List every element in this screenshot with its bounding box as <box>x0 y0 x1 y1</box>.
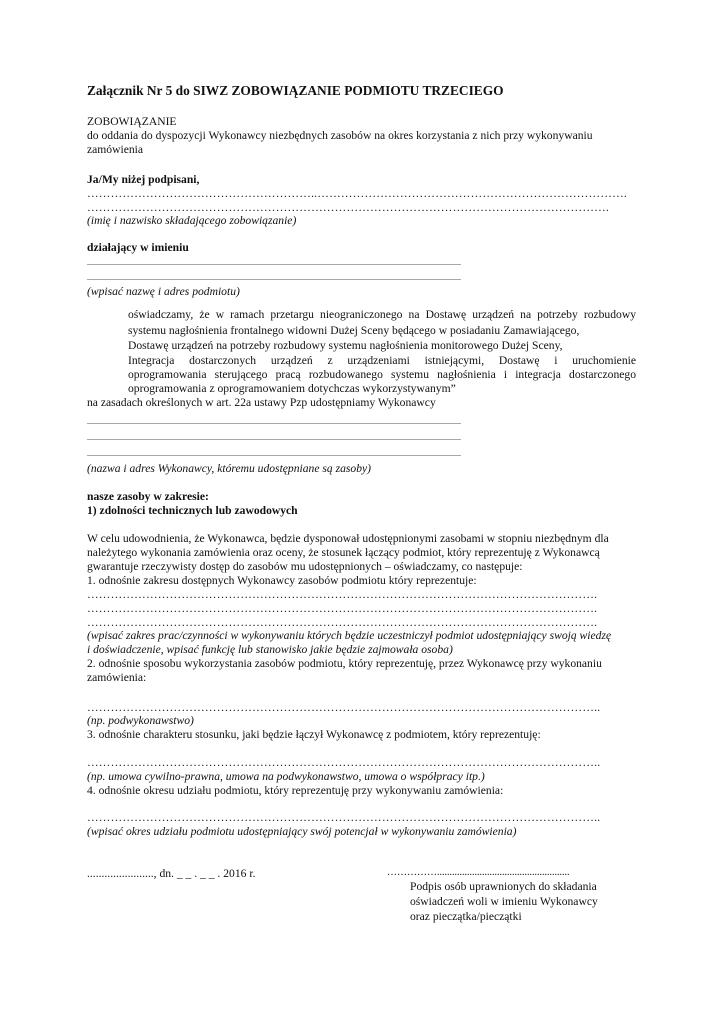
entity-fill-line-2[interactable]: ........................................................................................................................................................................................... <box>87 273 461 282</box>
signature-fill-line[interactable]: ……………..................................................... <box>387 867 570 878</box>
declaration-line-1: oświadczamy, że w ramach przetargu nieograniczonego na Dostawę urządzeń na potrzeby rozbudowy <box>128 308 636 321</box>
question-3-fill-line[interactable]: ………………………………………………………………………………………………………………….. <box>87 756 601 769</box>
question-4-fill-line[interactable]: ………………………………………………………………………………………………………………….. <box>87 811 601 824</box>
proof-line-1: W celu udowodnienia, że Wykonawca, będzie dysponował udostępnionymi zasobami w stopniu niezbędnym dla <box>87 532 609 545</box>
resources-label: nasze zasoby w zakresie: <box>87 490 209 503</box>
question-2-hint: (np. podwykonawstwo) <box>87 714 194 727</box>
declaration-line-6: oprogramowania z oprogramowaniem dotychczas wykorzystywanym” <box>128 382 456 395</box>
contractor-hint: (nazwa i adres Wykonawcy, któremu udostępniane są zasoby) <box>87 462 372 475</box>
question-1-hint-1: (wpisać zakres prac/czynności w wykonywaniu których będzie uczestniczył podmiot udostępniający swoją wiedzę <box>87 629 612 642</box>
question-3: 3. odnośnie charakteru stosunku, jaki będzie łączył Wykonawcę z podmiotem, który reprezentuję: <box>87 728 541 741</box>
place-date-field[interactable]: ......................., dn. _ _ . _ _ . 2016 r. <box>87 867 256 880</box>
contractor-fill-line-2[interactable]: ........................................................................................................................................................................................... <box>87 433 461 442</box>
declaration-line-2: systemu nagłośnienia frontalnego widowni Dużej Sceny będącego w posiadaniu Zamawiającego, <box>128 324 580 337</box>
purpose-line-2: zamówienia <box>87 143 144 156</box>
page-title: Załącznik Nr 5 do SIWZ ZOBOWIĄZANIE PODMIOTU TRZECIEGO <box>87 83 504 98</box>
declaration-basis: na zasadach określonych w art. 22a ustawy Pzp udostępniamy Wykonawcy <box>87 396 436 409</box>
signature-caption-3: oraz pieczątka/pieczątki <box>410 910 522 923</box>
proof-line-2: należytego wykonania zamówienia oraz oceny, że stosunek łączący podmiot, który reprezentuję z Wykonawcą <box>87 546 600 559</box>
declaration-line-5: oprogramowania sterującego pracą rozbudowanego systemu nagłośnienia i integracja dostarczonego <box>128 368 636 381</box>
signatories-fill-line-1[interactable]: …………………………………………………..……………………………………………………………………. <box>87 187 628 200</box>
question-4: 4. odnośnie okresu udziału podmiotu, który reprezentuję przy wykonywaniu zamówienia: <box>87 784 504 797</box>
proof-line-3: gwarantuje rzeczywisty dostęp do zasobów mu udostępnionych – oświadczamy, co następuje: <box>87 560 523 573</box>
declaration-line-4: Integracja dostarczonych urządzeń z urządzeniami istniejącymi, Dostawę i uruchomienie <box>128 354 636 367</box>
question-1-fill-line-1[interactable]: …………………………………………………………………………………………………………………. <box>87 588 598 601</box>
question-4-hint: (wpisać okres udziału podmiotu udostępniający swój potencjał w wykonywaniu zamówienia) <box>87 825 517 838</box>
contractor-fill-line-1[interactable]: ........................................................................................................................................................................................... <box>87 417 461 426</box>
question-1-fill-line-3[interactable]: …………………………………………………………………………………………………………………. <box>87 616 598 629</box>
question-2-line-1: 2. odnośnie sposobu wykorzystania zasobów podmiotu, który reprezentuję, przez Wykonawcę przy wykonaniu <box>87 657 602 670</box>
signature-caption-2: oświadczeń woli w imieniu Wykonawcy <box>410 895 598 908</box>
question-3-hint: (np. umowa cywilno-prawna, umowa na podwykonawstwo, umowa o współpracy itp.) <box>87 770 485 783</box>
question-1-hint-2: i doświadczenie, wpisać funkcję lub stanowisko jakie będzie zajmowała osoba) <box>87 643 453 656</box>
entity-fill-line-1[interactable]: ........................................................................................................................................................................................... <box>87 258 461 267</box>
purpose-line-1: do oddania do dyspozycji Wykonawcy niezbędnych zasobów na okres korzystania z nich przy wykonywaniu <box>87 129 593 142</box>
question-1: 1. odnośnie zakresu dostępnych Wykonawcy zasobów podmiotu który reprezentuje: <box>87 574 477 587</box>
signatories-label: Ja/My niżej podpisani, <box>87 173 200 186</box>
declaration-line-3: Dostawę urządzeń na potrzeby rozbudowy systemu nagłośnienia monitorowego Dużej Sceny, <box>128 339 563 352</box>
question-2-fill-line[interactable]: ………………………………………………………………………………………………………………….. <box>87 701 601 714</box>
question-2-line-2: zamówienia: <box>87 671 147 684</box>
signatories-hint: (imię i nazwisko składającego zobowiązanie) <box>87 214 297 227</box>
doc-subtitle: ZOBOWIĄZANIE <box>87 115 177 128</box>
entity-hint: (wpisać nazwę i adres podmiotu) <box>87 285 240 298</box>
signatories-fill-line-2[interactable]: ……………………………………………………………………………………………………………………. <box>87 201 610 214</box>
contractor-fill-line-3[interactable]: ........................................................................................................................................................................................... <box>87 449 461 458</box>
signature-caption-1: Podpis osób uprawnionych do składania <box>410 880 597 893</box>
entity-label: działający w imieniu <box>87 241 189 254</box>
question-1-fill-line-2[interactable]: …………………………………………………………………………………………………………………. <box>87 602 598 615</box>
resources-item: 1) zdolności technicznych lub zawodowych <box>87 504 298 517</box>
